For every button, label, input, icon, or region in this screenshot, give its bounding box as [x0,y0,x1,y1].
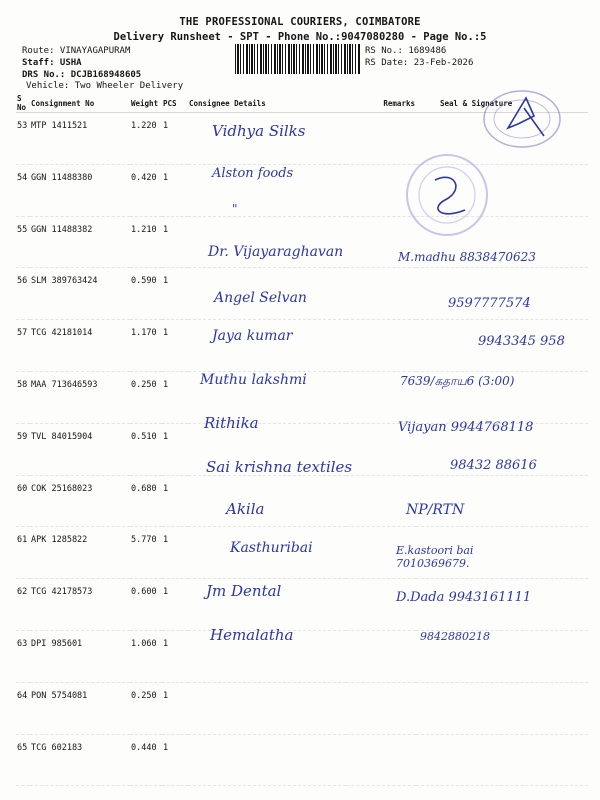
row-sno: 56 [16,268,30,320]
col-pcs: PCS [162,94,188,113]
handwritten-consignee: Jaya kumar [212,328,293,344]
runsheet-title: Delivery Runsheet - SPT - Phone No.:9047080280 - Page No.:5 [113,31,487,43]
handwritten-consignee: Dr. Vijayaraghavan [208,244,344,260]
row-sno: 60 [16,475,30,527]
table-row [16,630,588,682]
route-text: Route: VINAYAGAPURAM [22,46,131,56]
row-consignment: PON 5754081 [30,682,130,734]
handwritten-consignee: Jm Dental [206,582,282,600]
handwritten-signature: 7639/கதாய6 (3:00) [400,374,515,388]
row-weight: 0.680 [130,475,162,527]
row-consignment: DPI 985601 [30,630,130,682]
col-seal: Seal & Signature [416,94,588,113]
runsheet-table [16,94,588,786]
row-sno: 58 [16,371,30,423]
row-sno: 54 [16,164,30,216]
company-title: THE PROFESSIONAL COURIERS, COIMBATORE [179,16,421,28]
handwritten-signature: E.kastoori bai 7010369679. [396,544,474,570]
runsheet-meta-right [365,45,473,69]
handwritten-consignee: Kasthuribai [230,540,313,556]
row-sno: 57 [16,320,30,372]
staff-text: Staff: USHA [22,58,82,68]
row-weight: 0.590 [130,268,162,320]
row-pcs: 1 [162,734,188,786]
row-pcs: 1 [162,371,188,423]
row-consignment: TCG 42181014 [30,320,130,372]
row-pcs: 1 [162,320,188,372]
row-pcs: 1 [162,475,188,527]
table-row [16,164,588,216]
row-sno: 59 [16,423,30,475]
row-weight: 0.250 [130,371,162,423]
row-weight: 1.170 [130,320,162,372]
handwritten-signature: M.madhu 8838470623 [398,250,536,264]
row-sno: 55 [16,216,30,268]
row-sno: 64 [16,682,30,734]
rs-no-text: RS No.: 1689486 [365,46,447,56]
handwritten-signature: 9943345 958 [478,334,565,349]
row-consignment: TCG 42178573 [30,579,130,631]
rs-date-text: RS Date: 23-Feb-2026 [365,58,474,68]
row-consignment: GGN 11488382 [30,216,130,268]
handwritten-consignee: " [232,202,238,216]
row-weight: 0.600 [130,579,162,631]
row-consignment: TCG 602183 [30,734,130,786]
row-consignment: SLM 389763424 [30,268,130,320]
row-weight: 5.770 [130,527,162,579]
row-pcs: 1 [162,579,188,631]
col-remarks: Remarks [346,94,416,113]
row-pcs: 1 [162,216,188,268]
barcode-image [235,44,360,74]
col-sno: S No [16,94,30,113]
row-weight: 1.060 [130,630,162,682]
row-pcs: 1 [162,682,188,734]
row-sno: 53 [16,113,30,165]
row-pcs: 1 [162,164,188,216]
handwritten-consignee: Angel Selvan [214,290,307,306]
drs-text: DRS No.: DCJB168948605 [22,70,142,80]
row-weight: 0.510 [130,423,162,475]
col-weight: Weight [130,94,162,113]
handwritten-signature: NP/RTN [406,502,465,518]
handwritten-consignee: Rithika [204,414,259,432]
table-row [16,682,588,734]
handwritten-consignee: Alston foods [212,166,294,181]
handwritten-signature: 9842880218 [420,630,490,643]
row-weight: 0.250 [130,682,162,734]
handwritten-consignee: Vidhya Silks [212,122,306,140]
row-sno: 61 [16,527,30,579]
round-stamp-icon [395,150,495,240]
handwritten-signature: 98432 88616 [450,458,537,473]
handwritten-signature: D.Dada 9943161111 [396,590,532,605]
row-weight: 1.210 [130,216,162,268]
row-weight: 0.420 [130,164,162,216]
row-pcs: 1 [162,113,188,165]
handwritten-signature: Vijayan 9944768118 [398,420,534,435]
handwritten-consignee: Muthu lakshmi [200,372,307,388]
handwritten-consignee: Akila [226,500,265,518]
table-row [16,734,588,786]
runsheet-meta-left [22,45,141,81]
seal-stamp-icon [478,86,566,152]
row-sno: 63 [16,630,30,682]
row-consignment: GGN 11488380 [30,164,130,216]
handwritten-signature: 9597777574 [448,296,531,311]
col-consignment: Consignment No [30,94,130,113]
row-consignment: TVL 84015904 [30,423,130,475]
row-consignment: COK 25168023 [30,475,130,527]
row-pcs: 1 [162,527,188,579]
table-row [16,475,588,527]
runsheet-header [0,16,600,43]
row-weight: 1.220 [130,113,162,165]
row-consignment: MTP 1411521 [30,113,130,165]
row-consignment: APK 1285822 [30,527,130,579]
row-weight: 0.440 [130,734,162,786]
col-consignee: Consignee Details [188,94,346,113]
row-pcs: 1 [162,423,188,475]
row-sno: 65 [16,734,30,786]
row-pcs: 1 [162,630,188,682]
row-consignment: MAA 713646593 [30,371,130,423]
row-pcs: 1 [162,268,188,320]
handwritten-consignee: Hemalatha [210,626,294,644]
vehicle-text: Vehicle: Two Wheeler Delivery [26,81,184,91]
handwritten-consignee: Sai krishna textiles [206,458,353,476]
row-sno: 62 [16,579,30,631]
